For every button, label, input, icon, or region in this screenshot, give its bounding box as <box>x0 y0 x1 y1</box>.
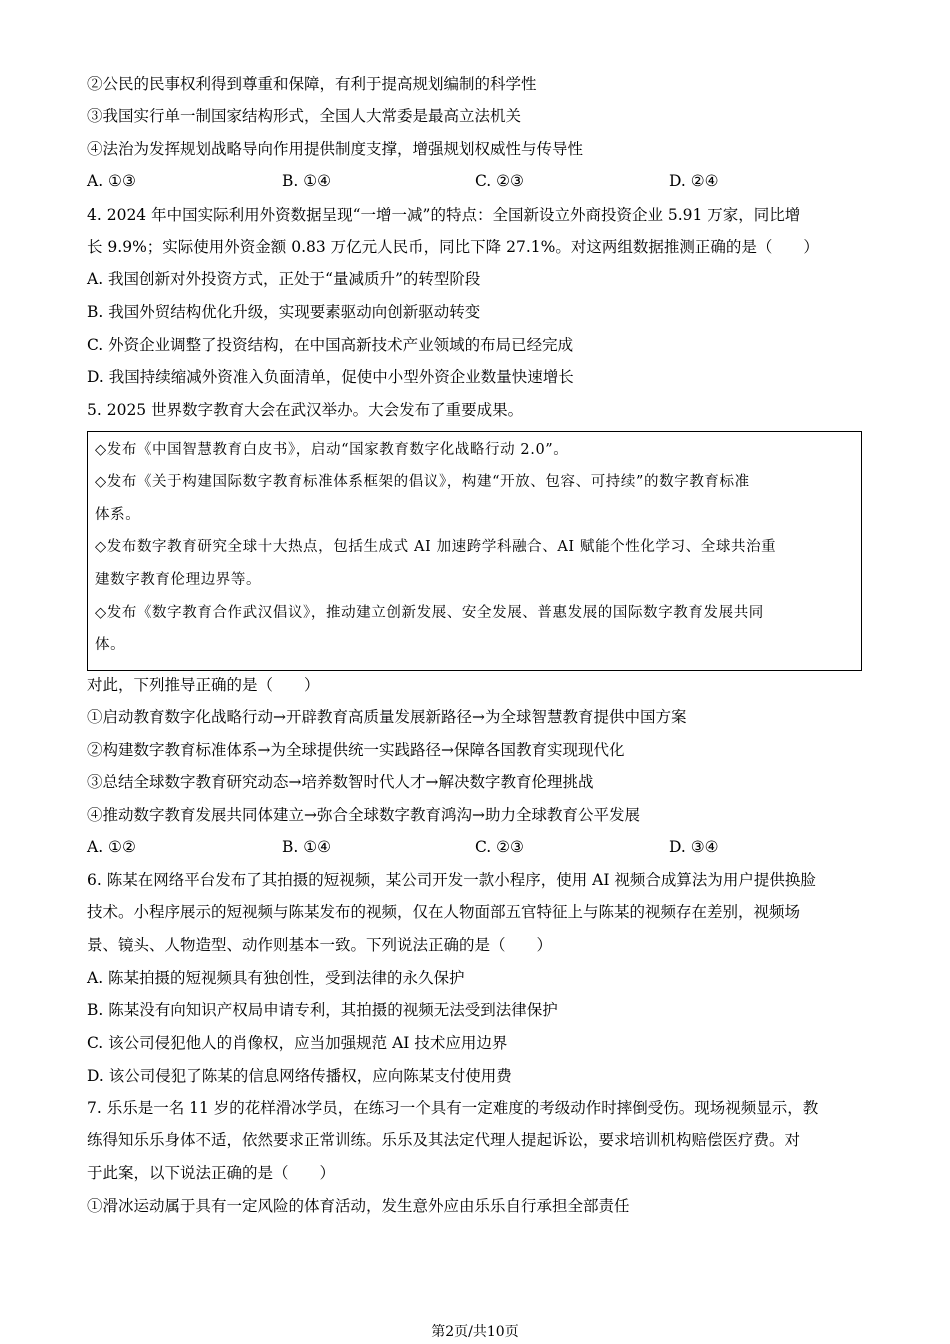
q6-stem-3: 景、镜头、人物造型、动作则基本一致。下列说法正确的是（ ） <box>87 936 553 954</box>
q3-answer-options <box>87 172 867 192</box>
q7-stem-3: 于此案，以下说法正确的是（ ） <box>87 1164 336 1182</box>
material-item-4b: 体。 <box>95 637 126 653</box>
q4-option-a: A. 我国创新对外投资方式，正处于“量减质升”的转型阶段 <box>87 270 481 288</box>
q5-option-c: C. ②③ <box>475 838 524 856</box>
q5-option-a: A. ①② <box>87 838 136 856</box>
material-item-4a: ◇发布《数字教育合作武汉倡议》，推动建立创新发展、安全发展、普惠发展的国际数字教育发展共同 <box>95 605 764 621</box>
page-footer: 第2页/共10页 <box>431 1324 519 1340</box>
material-item-1: ◇发布《中国智慧教育白皮书》，启动“国家教育数字化战略行动 2.0”。 <box>95 442 569 458</box>
option-line-4: ④法治为发挥规划战略导向作用提供制度支撑，增强规划权威性与传导性 <box>87 140 584 158</box>
q6-option-a: A. 陈某拍摄的短视频具有独创性，受到法律的永久保护 <box>87 969 465 987</box>
q3-option-a: A. ①③ <box>87 172 136 190</box>
q6-option-b: B. 陈某没有向知识产权局申请专利，其拍摄的视频无法受到法律保护 <box>87 1001 558 1019</box>
q5-item-4: ④推动数字教育发展共同体建立→弥合全球数字教育鸿沟→助力全球教育公平发展 <box>87 806 640 824</box>
material-item-3b: 建数字教育伦理边界等。 <box>95 572 262 588</box>
q6-option-c: C. 该公司侵犯他人的肖像权，应当加强规范 AI 技术应用边界 <box>87 1034 508 1052</box>
q5-item-3: ③总结全球数字教育研究动态→培养数智时代人才→解决数字教育伦理挑战 <box>87 773 594 791</box>
option-line-2: ②公民的民事权利得到尊重和保障，有利于提高规划编制的科学性 <box>87 75 537 93</box>
material-item-2a: ◇发布《关于构建国际数字教育标准体系框架的倡议》，构建“开放、包容、可持续”的数字教育标准 <box>95 474 750 490</box>
material-item-2b: 体系。 <box>95 507 141 523</box>
q4-option-d: D. 我国持续缩减外资准入负面清单，促使中小型外资企业数量快速增长 <box>87 368 574 386</box>
option-line-3: ③我国实行单一制国家结构形式，全国人大常委是最高立法机关 <box>87 107 522 125</box>
material-item-3a: ◇发布数字教育研究全球十大热点，包括生成式 AI 加速跨学科融合、AI 赋能个性化学习、全球共治重 <box>95 539 777 555</box>
q7-item-1: ①滑冰运动属于具有一定风险的体育活动，发生意外应由乐乐自行承担全部责任 <box>87 1197 630 1215</box>
q5-stem: 5. 2025 世界数字教育大会在武汉举办。大会发布了重要成果。 <box>87 401 524 419</box>
q6-stem-1: 6. 陈某在网络平台发布了其拍摄的短视频，某公司开发一款小程序，使用 AI 视频合成算法为用户提供换脸 <box>87 871 816 889</box>
q5-item-1: ①启动教育数字化战略行动→开辟教育高质量发展新路径→为全球智慧教育提供中国方案 <box>87 708 687 726</box>
q5-answer-options <box>87 838 867 858</box>
q6-option-d: D. 该公司侵犯了陈某的信息网络传播权，应向陈某支付使用费 <box>87 1067 512 1085</box>
q5-item-2: ②构建数字教育标准体系→为全球提供统一实践路径→保障各国教育实现现代化 <box>87 741 625 759</box>
q3-option-b: B. ①④ <box>282 172 332 190</box>
q3-option-d: D. ②④ <box>669 172 719 190</box>
q4-option-b: B. 我国外贸结构优化升级，实现要素驱动向创新驱动转变 <box>87 303 481 321</box>
q4-stem-2: 长 9.9%；实际使用外资金额 0.83 万亿元人民币，同比下降 27.1%。对这两组数据推测正确的是（ ） <box>87 238 819 256</box>
q6-stem-2: 技术。小程序展示的短视频与陈某发布的视频，仅在人物面部五官特征上与陈某的视频存在差别，视频场 <box>87 903 801 921</box>
q4-option-c: C. 外资企业调整了投资结构，在中国高新技术产业领域的布局已经完成 <box>87 336 574 354</box>
q7-stem-2: 练得知乐乐身体不适，依然要求正常训练。乐乐及其法定代理人提起诉讼，要求培训机构赔偿医疗费。对 <box>87 1131 801 1149</box>
q3-option-c: C. ②③ <box>475 172 524 190</box>
q5-option-b: B. ①④ <box>282 838 332 856</box>
q5-option-d: D. ③④ <box>669 838 719 856</box>
q5-ask: 对此，下列推导正确的是（ ） <box>87 676 320 694</box>
q4-stem-1: 4. 2024 年中国实际利用外资数据呈现“一增一减”的特点：全国新设立外商投资企业 5.91 万家，同比增 <box>87 206 801 224</box>
q7-stem-1: 7. 乐乐是一名 11 岁的花样滑冰学员，在练习一个具有一定难度的考级动作时摔倒受伤。现场视频显示，教 <box>87 1099 819 1117</box>
